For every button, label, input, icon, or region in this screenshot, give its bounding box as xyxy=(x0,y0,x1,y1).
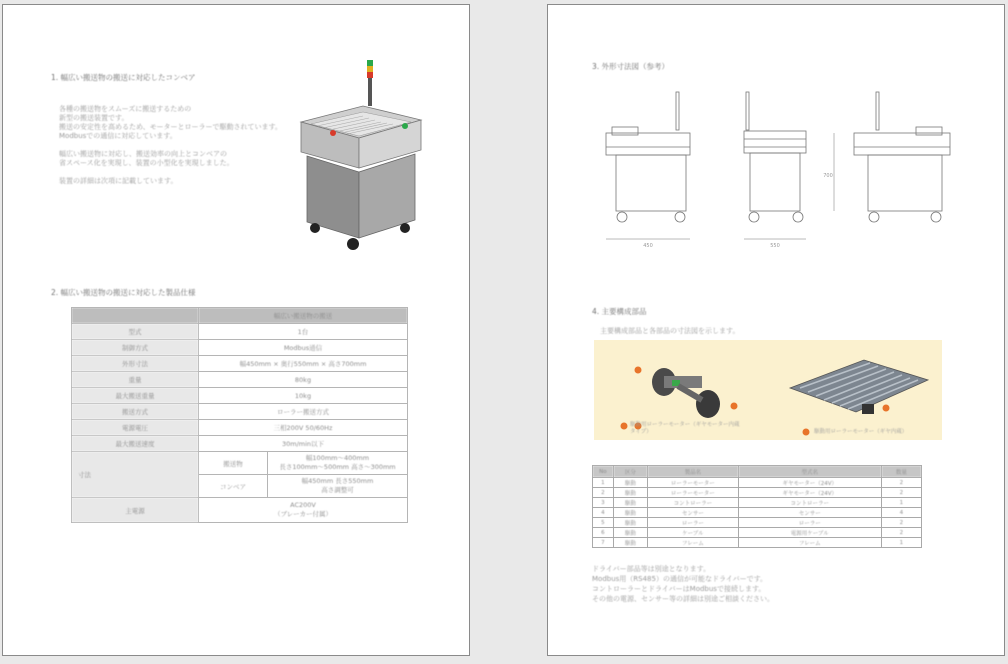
intro-line: 搬送の安定性を高めるため、モーターとローラーで駆動されています。 xyxy=(59,123,282,131)
table-row: 電源電圧 三相200V 50/60Hz xyxy=(72,420,408,436)
document-page-2 xyxy=(547,4,1005,656)
intro-line: 幅広い搬送物に対応し、搬送効率の向上とコンベアの xyxy=(59,150,227,158)
table-row: 制御方式 Modbus通信 xyxy=(72,340,408,356)
intro-line: Modbusでの通信に対応しています。 xyxy=(59,132,177,140)
note-line: コントローラーとドライバーはModbusで接続します。 xyxy=(592,585,766,593)
table-row: コンベア 幅450mm 長さ550mm 高さ調整可 xyxy=(72,475,408,498)
rear-view-drawing xyxy=(834,92,950,222)
table-row: 2 駆動 ローラーモーター ギヤモーター（24V） 2 xyxy=(593,488,922,498)
spec-header-label: 幅広い搬送物の搬送 xyxy=(199,308,408,324)
dimension-drawings xyxy=(598,87,958,255)
callout-right-label: 駆動用ローラーモーター（ギヤ内蔵） xyxy=(814,429,908,435)
table-row: 最大搬送重量 10kg xyxy=(72,388,408,404)
section-1-heading: 1. 幅広い搬送物の搬送に対応したコンベア xyxy=(51,73,196,82)
intro-paragraph xyxy=(59,105,282,186)
side-view-drawing xyxy=(744,92,806,239)
conveyor-cart-image xyxy=(293,60,433,255)
document-page-1 xyxy=(2,4,470,656)
note-line: ドライバー部品等は別途となります。 xyxy=(592,565,711,573)
intro-line xyxy=(59,141,282,150)
table-row: 4 駆動 センサー センサー 4 xyxy=(593,508,922,518)
table-row: 1 駆動 ローラーモーター ギヤモーター（24V） 2 xyxy=(593,478,922,488)
table-row: 3 駆動 コントローラー コントローラー 1 xyxy=(593,498,922,508)
notes-block xyxy=(592,565,774,605)
note-line: Modbus用（RS485）の通信が可能なドライバーです。 xyxy=(592,575,768,583)
dim-depth-label: 550 xyxy=(770,243,780,249)
section-2-heading: 2. 幅広い搬送物の搬送に対応した製品仕様 xyxy=(51,288,196,297)
intro-line: 装置の詳細は次項に記載しています。 xyxy=(59,177,178,185)
dim-width-label: 450 xyxy=(643,243,653,249)
table-row: 最大搬送速度 30m/min以下 xyxy=(72,436,408,452)
table-row: 6 駆動 ケーブル 電源用ケーブル 2 xyxy=(593,528,922,538)
spec-header-blank xyxy=(72,308,199,324)
intro-line: 省スペース化を実現し、装置の小型化を実現しました。 xyxy=(59,159,234,167)
table-row: 外形寸法 幅450mm × 奥行550mm × 高さ700mm xyxy=(72,356,408,372)
table-row: 型式 1台 xyxy=(72,324,408,340)
components-panel xyxy=(594,340,942,440)
table-row: 重量 80kg xyxy=(72,372,408,388)
intro-line: 各種の搬送物をスムーズに搬送するための xyxy=(59,105,192,113)
table-row: 主電源 AC200V （ブレーカー付属） xyxy=(72,498,408,523)
table-row: 搬送方式 ローラー搬送方式 xyxy=(72,404,408,420)
section-4-intro: 主要構成部品と各部品の寸法図を示します。 xyxy=(600,327,740,335)
dim-height-label: 700 xyxy=(823,173,833,179)
intro-line xyxy=(59,168,282,177)
parts-table-header: No 区分 製品名 型式名 数量 xyxy=(593,466,922,478)
roller-conveyor-render xyxy=(790,360,928,414)
front-view-drawing xyxy=(606,92,690,239)
callout-left-label: 駆動用ローラーモーター（ギヤモーター内蔵タイプ） xyxy=(630,422,740,435)
section-3-heading: 3. 外形寸法図（参考） xyxy=(592,62,670,71)
section-4-heading: 4. 主要構成部品 xyxy=(592,307,647,316)
table-row: 寸法 搬送物 幅100mm〜400mm 長さ100mm〜500mm 高さ〜300mm xyxy=(72,452,408,475)
note-line: その他の電源、センサー等の詳細は別途ご相談ください。 xyxy=(592,595,774,603)
parts-table xyxy=(592,465,922,548)
roller-motor-render xyxy=(652,368,720,418)
spec-table xyxy=(71,307,408,523)
table-row: 5 駆動 ローラー ローラー 2 xyxy=(593,518,922,528)
table-row: 7 駆動 フレーム フレーム 1 xyxy=(593,538,922,548)
intro-line: 新型の搬送装置です。 xyxy=(59,114,129,122)
